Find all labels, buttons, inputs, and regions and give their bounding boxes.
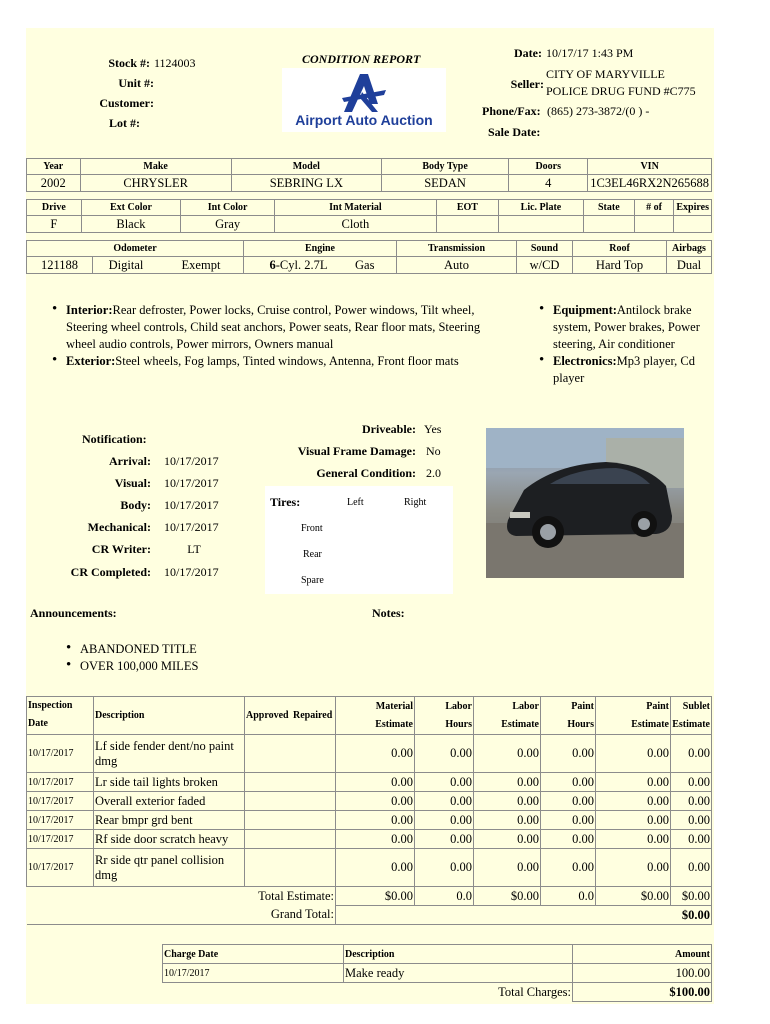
row-labor-hours: 0.00 xyxy=(415,735,474,773)
row-labor-hours: 0.00 xyxy=(415,773,474,792)
announcement-item: • ABANDONED TITLE xyxy=(80,641,198,658)
equipment-text: Antilock brake system, Power brakes, Power steering, Air conditioner xyxy=(553,303,700,351)
vin-header: VIN xyxy=(588,159,712,175)
row-labor-estimate: 0.00 xyxy=(474,830,541,849)
num-of-value xyxy=(634,216,674,233)
lot-label: Lot #: xyxy=(109,116,140,130)
paint-header: Paint xyxy=(571,700,594,712)
row-paint-hours: 0.00 xyxy=(541,830,596,849)
total-labor-hours: 0.0 xyxy=(415,887,474,906)
row-description: Rr side qtr panel collision dmg xyxy=(94,849,245,887)
row-labor-hours: 0.00 xyxy=(415,830,474,849)
sublet-estimate-header xyxy=(671,697,712,735)
row-material-estimate: 0.00 xyxy=(336,811,415,830)
hours-header: Hours xyxy=(567,718,594,730)
lic-plate-header: Lic. Plate xyxy=(498,200,583,216)
charges-table xyxy=(162,944,712,1002)
announcements-label: Announcements: xyxy=(30,606,117,620)
row-date: 10/17/2017 xyxy=(27,811,94,830)
eot-value xyxy=(436,216,498,233)
inspection-table xyxy=(26,696,712,925)
expires-header: Expires xyxy=(674,200,712,216)
exterior-features xyxy=(66,353,484,370)
row-material-estimate: 0.00 xyxy=(336,735,415,773)
tires-front-label: Front xyxy=(301,523,323,534)
sound-header: Sound xyxy=(517,241,573,257)
equipment-label: Equipment: xyxy=(553,303,617,317)
grand-total-label: Grand Total: xyxy=(27,906,336,925)
table-row xyxy=(27,773,712,792)
report-title: CONDITION REPORT xyxy=(302,52,421,66)
vehicle-table-2 xyxy=(26,199,712,233)
exterior-text: Steel wheels, Fog lamps, Tinted windows, Antenna, Front floor mats xyxy=(115,354,459,368)
row-description: Rf side door scratch heavy xyxy=(94,830,245,849)
row-sublet-estimate: 0.00 xyxy=(671,811,712,830)
features-right xyxy=(539,302,707,387)
paint-hours-header xyxy=(541,697,596,735)
row-description: Lr side tail lights broken xyxy=(94,773,245,792)
row-repaired xyxy=(292,849,336,887)
row-description: Lf side fender dent/no paint dmg xyxy=(94,735,245,773)
doors-value: 4 xyxy=(509,175,588,192)
row-labor-estimate: 0.00 xyxy=(474,773,541,792)
tires-right-header: Right xyxy=(404,497,427,508)
paint-header: Paint xyxy=(646,700,669,712)
customer-label: Customer: xyxy=(99,96,154,110)
notes-label: Notes: xyxy=(372,606,405,620)
row-repaired xyxy=(292,811,336,830)
row-repaired xyxy=(292,792,336,811)
body-type-value: SEDAN xyxy=(381,175,508,192)
labor-header: Labor xyxy=(512,700,539,712)
material-header: Material xyxy=(375,700,413,712)
row-approved xyxy=(245,773,293,792)
odometer-type: Digital xyxy=(93,257,160,274)
body-type-header: Body Type xyxy=(381,159,508,175)
seller-line1: CITY OF MARYVILLE xyxy=(546,67,665,81)
tires-left-header: Left xyxy=(347,497,364,508)
electronics-label: Electronics: xyxy=(553,354,617,368)
row-approved xyxy=(245,735,293,773)
grand-total-value: $0.00 xyxy=(336,906,712,925)
body-value: 10/17/2017 xyxy=(164,498,219,512)
row-material-estimate: 0.00 xyxy=(336,849,415,887)
estimate-header: Estimate xyxy=(501,718,539,730)
odometer-header: Odometer xyxy=(27,241,244,257)
make-header: Make xyxy=(80,159,231,175)
engine-value xyxy=(244,257,354,274)
cr-writer-label: CR Writer: xyxy=(91,542,151,556)
year-value: 2002 xyxy=(27,175,81,192)
row-material-estimate: 0.00 xyxy=(336,792,415,811)
vehicle-table-3 xyxy=(26,240,712,274)
driveable-label: Driveable: xyxy=(362,422,416,436)
car-image-icon xyxy=(486,428,684,578)
sublet-header: Sublet xyxy=(682,700,710,712)
airport-auto-auction-logo xyxy=(282,68,446,132)
charge-description-header: Description xyxy=(344,945,573,964)
vin-value: 1C3EL46RX2N265688 xyxy=(588,175,712,192)
description-header: Description xyxy=(94,697,245,735)
tires-label: Tires: xyxy=(270,495,301,509)
cr-completed-label: CR Completed: xyxy=(70,565,151,579)
row-sublet-estimate: 0.00 xyxy=(671,830,712,849)
row-labor-estimate: 0.00 xyxy=(474,792,541,811)
row-paint-hours: 0.00 xyxy=(541,773,596,792)
sale-date-label: Sale Date: xyxy=(488,125,541,139)
row-date: 10/17/2017 xyxy=(27,773,94,792)
arrival-value: 10/17/2017 xyxy=(164,454,219,468)
unit-label: Unit #: xyxy=(118,76,154,90)
inspection-date-header xyxy=(27,697,94,735)
row-paint-hours: 0.00 xyxy=(541,849,596,887)
total-estimate-row xyxy=(27,887,712,906)
row-approved xyxy=(245,792,293,811)
num-of-header: # of xyxy=(634,200,674,216)
ext-color-value: Black xyxy=(81,216,181,233)
interior-features xyxy=(66,302,484,353)
date-label: Date: xyxy=(514,46,542,60)
row-labor-estimate: 0.00 xyxy=(474,811,541,830)
fuel-value: Gas xyxy=(353,257,397,274)
interior-label: Interior: xyxy=(66,303,113,317)
sound-value: w/CD xyxy=(517,257,573,274)
row-paint-estimate: 0.00 xyxy=(596,735,671,773)
odometer-value: 121188 xyxy=(27,257,93,274)
vehicle-photo xyxy=(486,428,684,578)
row-date: 10/17/2017 xyxy=(27,735,94,773)
mechanical-value: 10/17/2017 xyxy=(164,520,219,534)
row-paint-estimate: 0.00 xyxy=(596,792,671,811)
frame-damage-value: No xyxy=(426,444,441,458)
cr-completed-value: 10/17/2017 xyxy=(164,565,219,579)
row-paint-hours: 0.00 xyxy=(541,792,596,811)
engine-cylinders: 6 xyxy=(269,257,276,272)
int-color-header: Int Color xyxy=(181,200,275,216)
row-repaired xyxy=(292,773,336,792)
frame-damage-label: Visual Frame Damage: xyxy=(297,444,416,458)
labor-estimate-header xyxy=(474,697,541,735)
row-approved xyxy=(245,830,293,849)
transmission-value: Auto xyxy=(397,257,517,274)
row-paint-estimate: 0.00 xyxy=(596,830,671,849)
electronics-features xyxy=(553,353,707,387)
row-paint-estimate: 0.00 xyxy=(596,773,671,792)
exterior-label: Exterior: xyxy=(66,354,116,368)
stock-label: Stock #: xyxy=(108,56,150,70)
driveable-value: Yes xyxy=(424,422,442,436)
row-labor-hours: 0.00 xyxy=(415,849,474,887)
total-paint-hours: 0.0 xyxy=(541,887,596,906)
charge-amount: 100.00 xyxy=(573,964,712,983)
vehicle-table-1 xyxy=(26,158,712,192)
charge-amount-header: Amount xyxy=(573,945,712,964)
table-row xyxy=(27,735,712,773)
row-labor-estimate: 0.00 xyxy=(474,849,541,887)
model-value: SEBRING LX xyxy=(231,175,381,192)
engine-description: -Cyl. 2.7L xyxy=(275,257,328,272)
estimate-header: Estimate xyxy=(672,718,710,730)
table-row xyxy=(27,811,712,830)
estimate-header: Estimate xyxy=(631,718,669,730)
row-description: Overall exterior faded xyxy=(94,792,245,811)
total-material-estimate: $0.00 xyxy=(336,887,415,906)
model-header: Model xyxy=(231,159,381,175)
roof-value: Hard Top xyxy=(573,257,667,274)
table-row xyxy=(163,964,712,983)
approved-header: Approved xyxy=(245,697,293,735)
row-paint-estimate: 0.00 xyxy=(596,811,671,830)
odometer-status: Exempt xyxy=(159,257,244,274)
state-header: State xyxy=(583,200,634,216)
grand-total-row xyxy=(27,906,712,925)
row-paint-hours: 0.00 xyxy=(541,811,596,830)
row-approved xyxy=(245,849,293,887)
cr-writer-value: LT xyxy=(187,542,201,556)
material-estimate-header xyxy=(336,697,415,735)
estimate-header: Estimate xyxy=(375,718,413,730)
charge-description: Make ready xyxy=(344,964,573,983)
row-paint-estimate: 0.00 xyxy=(596,849,671,887)
row-date: 10/17/2017 xyxy=(27,792,94,811)
drive-header: Drive xyxy=(27,200,82,216)
row-repaired xyxy=(292,830,336,849)
phone-value: (865) 273-3872/(0 ) - xyxy=(547,104,650,118)
date-header: Date xyxy=(28,718,48,729)
eot-header: EOT xyxy=(436,200,498,216)
phone-label: Phone/Fax: xyxy=(482,104,541,118)
body-label: Body: xyxy=(120,498,151,512)
airbags-value: Dual xyxy=(667,257,712,274)
row-approved xyxy=(245,811,293,830)
row-repaired xyxy=(292,735,336,773)
year-header: Year xyxy=(27,159,81,175)
announcement-item: • OVER 100,000 MILES xyxy=(80,658,198,675)
engine-header: Engine xyxy=(244,241,397,257)
row-sublet-estimate: 0.00 xyxy=(671,849,712,887)
arrival-label: Arrival: xyxy=(109,454,151,468)
announcement-list xyxy=(66,641,198,675)
paint-estimate-header xyxy=(596,697,671,735)
charge-date: 10/17/2017 xyxy=(163,964,344,983)
row-date: 10/17/2017 xyxy=(27,849,94,887)
tires-box xyxy=(265,486,453,594)
state-value xyxy=(583,216,634,233)
table-row xyxy=(27,792,712,811)
seller-label: Seller: xyxy=(510,77,544,91)
row-labor-estimate: 0.00 xyxy=(474,735,541,773)
make-value: CHRYSLER xyxy=(80,175,231,192)
total-estimate-label: Total Estimate: xyxy=(27,887,336,906)
lic-plate-value xyxy=(498,216,583,233)
row-labor-hours: 0.00 xyxy=(415,811,474,830)
int-material-header: Int Material xyxy=(274,200,436,216)
tires-spare-label: Spare xyxy=(301,575,324,586)
equipment-features xyxy=(553,302,707,353)
row-date: 10/17/2017 xyxy=(27,830,94,849)
drive-value: F xyxy=(27,216,82,233)
transmission-header: Transmission xyxy=(397,241,517,257)
repaired-header: Repaired xyxy=(292,697,336,735)
table-row xyxy=(27,830,712,849)
table-row xyxy=(27,849,712,887)
row-labor-hours: 0.00 xyxy=(415,792,474,811)
stock-value: 1124003 xyxy=(154,56,196,70)
general-condition-value: 2.0 xyxy=(426,466,441,480)
row-description: Rear bmpr grd bent xyxy=(94,811,245,830)
visual-value: 10/17/2017 xyxy=(164,476,219,490)
ext-color-header: Ext Color xyxy=(81,200,181,216)
doors-header: Doors xyxy=(509,159,588,175)
seller-line2: POLICE DRUG FUND #C775 xyxy=(546,84,696,98)
total-charges-label: Total Charges: xyxy=(163,983,573,1002)
labor-header: Labor xyxy=(445,700,472,712)
logo-text: Airport Auto Auction xyxy=(295,112,433,128)
airbags-header: Airbags xyxy=(667,241,712,257)
row-paint-hours: 0.00 xyxy=(541,735,596,773)
total-paint-estimate: $0.00 xyxy=(596,887,671,906)
expires-value xyxy=(674,216,712,233)
row-sublet-estimate: 0.00 xyxy=(671,792,712,811)
visual-label: Visual: xyxy=(114,476,151,490)
charge-date-header: Charge Date xyxy=(163,945,344,964)
total-sublet-estimate: $0.00 xyxy=(671,887,712,906)
row-sublet-estimate: 0.00 xyxy=(671,735,712,773)
tires-rear-label: Rear xyxy=(303,549,322,560)
features-left xyxy=(52,302,484,370)
row-material-estimate: 0.00 xyxy=(336,830,415,849)
total-charges-value: $100.00 xyxy=(573,983,712,1002)
electronics-text: Mp3 player, Cd player xyxy=(553,354,695,385)
interior-text: Rear defroster, Power locks, Cruise control, Power windows, Tilt wheel, Steering wheel controls, Child seat anchors, Power seats, Rear floor mats, Steering wheel audio controls, Power mirrors, Owners manual xyxy=(66,303,481,351)
total-labor-estimate: $0.00 xyxy=(474,887,541,906)
int-material-value: Cloth xyxy=(274,216,436,233)
row-sublet-estimate: 0.00 xyxy=(671,773,712,792)
roof-header: Roof xyxy=(573,241,667,257)
general-condition-label: General Condition: xyxy=(316,466,416,480)
notification-label: Notification: xyxy=(82,432,147,446)
mechanical-label: Mechanical: xyxy=(87,520,151,534)
labor-hours-header xyxy=(415,697,474,735)
date-value: 10/17/17 1:43 PM xyxy=(546,46,634,60)
hours-header: Hours xyxy=(445,718,472,730)
int-color-value: Gray xyxy=(181,216,275,233)
row-material-estimate: 0.00 xyxy=(336,773,415,792)
inspection-header: Inspection xyxy=(28,700,73,711)
